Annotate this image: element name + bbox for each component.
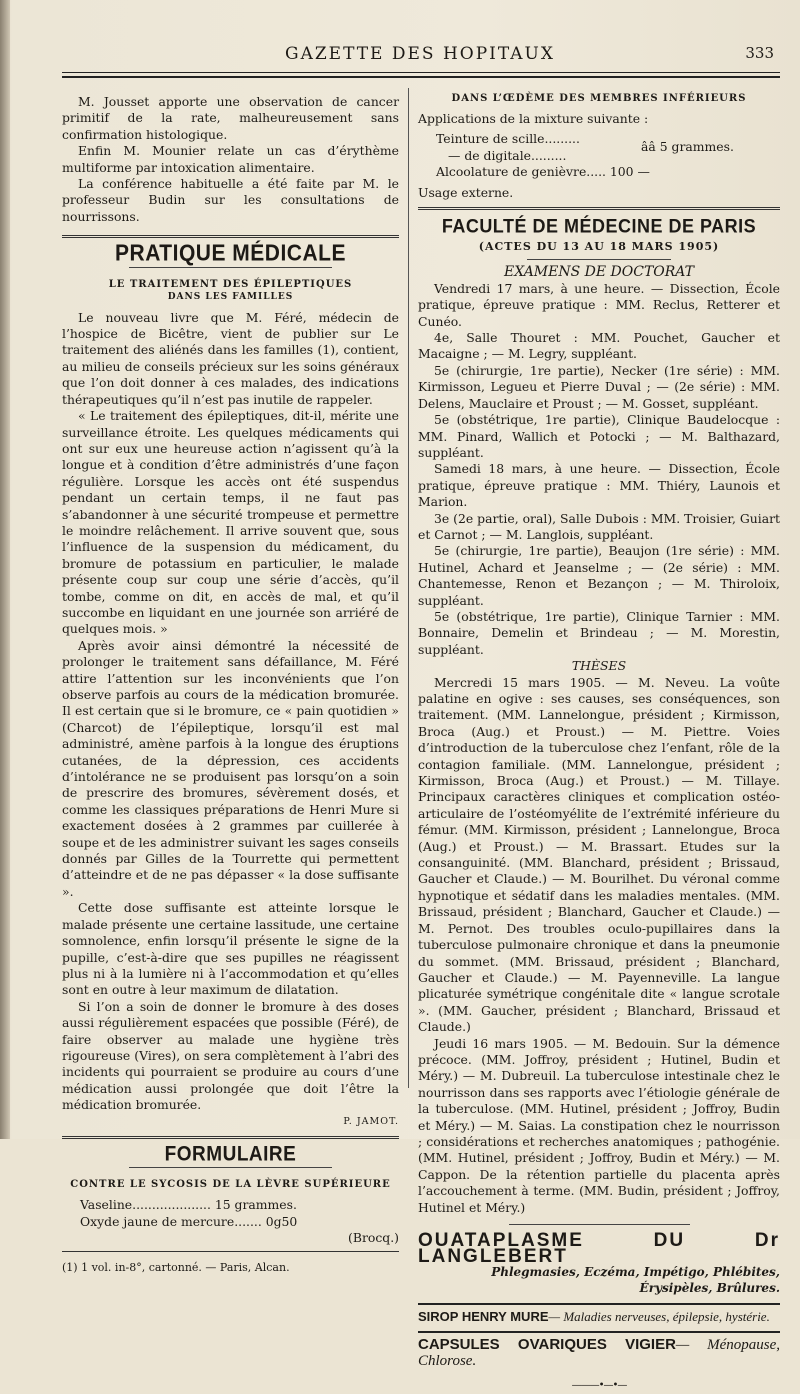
ad-text: — Maladies nerveuses, épilepsie, hystérie. xyxy=(548,1308,770,1324)
recipe-title: DANS L’ŒDÈME DES MEMBRES INFÉRIEURS xyxy=(451,93,747,104)
recipe-line: Alcoolature de genièvre..... 100 — xyxy=(436,164,650,180)
recipe xyxy=(436,131,780,180)
page-number: 333 xyxy=(745,44,774,62)
paragraph: Jeudi 16 mars 1905. — M. Bedouin. Sur la démence précoce. (MM. Joffroy, président ; Hutinel, Budin et Méry.) — M. Dubreuil. La tuberculose intestinale chez le nourrisson dans ses rapports avec l’étiologie générale de la tuberculose. (MM. Hutinel, président ; Joffroy, Budin et Méry.) — M. Saias. La constipation chez le nourrisson ; considérations et recherches anatomiques ; pathogénie. (MM. Hutinel, président ; Joffroy, Budin et Méry.) — M. Cappon. De la rétention partielle du placenta après l’accouchement à terme. (MM. Budin, président ; Joffroy, Hutinel et Méry.) xyxy=(418,1035,780,1215)
recipe-line: Vaseline.................... 15 grammes. xyxy=(80,1197,297,1213)
footnote: (1) 1 vol. in-8°, cartonné. — Paris, Alcan. xyxy=(62,1260,290,1274)
paragraph: 5e (obstétrique, 1re partie), Clinique Baudelocque : MM. Pinard, Wallich et Potocki ; — M. Balthazard, suppléant. xyxy=(418,412,780,460)
header-rule xyxy=(62,72,780,73)
ad-text: — Ménopause, Chlorose. xyxy=(418,1337,780,1370)
column-divider xyxy=(408,88,409,1088)
article-subtitle: DANS LES FAMILLES xyxy=(167,291,294,302)
recipe-line: Oxyde jaune de mercure....... 0g50 xyxy=(80,1213,298,1229)
subheading: EXAMENS DE DOCTORAT xyxy=(504,264,694,281)
paragraph: 3e (2e partie, oral), Salle Dubois : MM. Troisier, Guiart et Carnot ; — M. Langlois, suppléant. xyxy=(418,510,780,542)
left-column xyxy=(62,88,399,1276)
section-rule xyxy=(418,207,780,210)
paragraph: 5e (chirurgie, 1re partie), Necker (1re série) : MM. Kirmisson, Legueu et Pierre Duval ; — (2e série) : MM. Delens, Mauclaire et Proust ; — M. Gosset, suppléant. xyxy=(418,362,780,411)
short-rule xyxy=(129,1167,331,1168)
right-column xyxy=(418,88,780,1394)
ornament: ———•—•— xyxy=(571,1379,627,1391)
paragraph: 5e (chirurgie, 1re partie), Beaujon (1re série) : MM. Hutinel, Achard et Jeanselme ; — (2e série) : MM. Chantemesse, Renon et Bezançon ; — M. Thiroloix, suppléant. xyxy=(418,543,780,608)
author-signature: P. JAMOT. xyxy=(343,1115,399,1127)
recipe-dose: ââ 5 grammes. xyxy=(641,139,734,155)
recipe-line: Teinture de scille......... xyxy=(436,131,580,147)
paragraph: Usage externe. xyxy=(418,184,514,200)
advertisement-subtitle: Phlegmasies, Eczéma, Impétigo, Phlébites, Érysipèles, Brûlures. xyxy=(491,1264,780,1296)
recipe xyxy=(80,1197,399,1246)
paragraph: La conférence habituelle a été faite par M. le professeur Budin sur les consultations de nourrissons. xyxy=(62,176,399,224)
paragraph: Si l’on a soin de donner le bromure à des doses aussi régulièrement espacées que possible (Féré), de faire observer au malade une hygiène très rigoureuse (Vires), on sera complètement à l’abri des incidents qui pourraient se produire au cours d’une médication aussi prolongée que doit l’être la médication bromurée. xyxy=(62,998,399,1113)
advertisement-title: OUATAPLASME DU Dr LANGLEBERT xyxy=(418,1230,780,1268)
short-rule xyxy=(527,259,672,260)
paragraph: Samedi 18 mars, à une heure. — Dissection, École pratique, épreuve pratique : MM. Thiéry, Launois et Marion. xyxy=(418,461,780,510)
journal-title: GAZETTE DES HOPITAUX xyxy=(284,44,555,64)
paragraph: M. Jousset apporte une observation de cancer primitif de la rate, malheureusement sans confirmation histologique. xyxy=(62,94,399,142)
advertisement xyxy=(418,1331,780,1370)
paragraph: Vendredi 17 mars, à une heure. — Dissection, École pratique, épreuve pratique : MM. Reclus, Retterer et Cunéo. xyxy=(418,280,780,329)
article-title: LE TRAITEMENT DES ÉPILEPTIQUES xyxy=(108,278,353,290)
advertisement xyxy=(418,1303,780,1325)
ad-brand: SIROP HENRY MURE xyxy=(418,1308,549,1324)
section-rule xyxy=(62,235,399,238)
recipe-source: (Brocq.) xyxy=(348,1230,399,1246)
paragraph: Le nouveau livre que M. Féré, médecin de l’hospice de Bicêtre, vient de publier sur Le traitement des aliénés dans les familles (1), contient, au milieu de conseils précieux sur les soins généraux que l’on doit donner à ces malades, des indications thérapeutiques qu’il n’est pas inutile de rappeler. xyxy=(62,309,399,407)
subheading: THÈSES xyxy=(571,658,627,674)
section-heading: PRATIQUE MÉDICALE xyxy=(115,241,346,267)
paragraph: 5e (obstétrique, 1re partie), Clinique Tarnier : MM. Bonnaire, Demelin et Brindeau ; — M. Morestin, suppléant. xyxy=(418,608,780,657)
recipe-title: CONTRE LE SYCOSIS DE LA LÈVRE SUPÉRIEURE xyxy=(70,1179,391,1191)
short-rule xyxy=(509,1224,690,1225)
paragraph: Applications de la mixture suivante : xyxy=(418,111,649,126)
paragraph: Cette dose suffisante est atteinte lorsque le malade présente une certaine lassitude, une certaine somnolence, enfin lorsqu’il présente le signe de la pupille, c’est-à-dire que ses pupilles ne réagissent plus ni à la lumière ni à l’accommodation et qu’elles sont en outre à leur maximum de dilatation. xyxy=(62,900,399,998)
ad-brand: CAPSULES OVARIQUES VIGIER xyxy=(418,1336,676,1354)
paragraph: Mercredi 15 mars 1905. — M. Neveu. La voûte palatine en ogive : ses causes, ses conséquences, son traitement. (MM. Lannelongue, président ; Kirmisson, Broca (Aug.) et Proust.) — M. Piettre. Voies d’introduction de la tuberculose chez l’enfant, rôle de la contagion familiale. (MM. Lannelongue, président ; Kirmisson, Broca (Aug.) et Proust.) — M. Tillaye. Principaux caractères cliniques et complication ostéo-articulaire de l’ostéomyélite de l’extrémité inférieure du fémur. (MM. Kirmisson, président ; Lannelongue, Broca (Aug.) et Proust.) — M. Brassart. Etudes sur la consanguinité. (MM. Blanchard, président ; Brissaud, Gaucher et Claude.) — M. Bourilhet. Du véronal comme hypnotique et sédatif dans les maladies mentales. (MM. Brissaud, président ; Blanchard, Gaucher et Claude.) — M. Pernot. Des troubles oculo-pupillaires dans la tuberculose pulmonaire chronique et dans la pneumonie du sommet. (MM. Brissaud, président ; Blanchard, Gaucher et Claude.) — M. Payenneville. La langue plicaturée symétrique congénitale dite « langue scrotale ». (MM. Gaucher, président ; Blanchard, Brissaud et Claude.) xyxy=(418,674,780,1035)
paragraph: Après avoir ainsi démontré la nécessité de prolonger le traitement sans défaillance, M. Féré attire l’attention sur les inconvénients que l’on observe parfois au cours de la médication bromurée. Il est certain que si le bromure, ce « pain quotidien » (Charcot) de l’épileptique, lorsqu’il est mal administré, amène parfois à la longue des éruptions cutanées, de la dépression, ces accidents d’intolérance ne se produisent pas lorsqu’on a soin de prescrire des bromures, sévèrement dosés, et comme les classiques préparations de Henri Mure si exactement dosées à 2 grammes par cuillerée à soupe et de les administrer suivant les sages conseils donnés par Gilles de la Tourrette qui permettent d’atteindre et de ne pas dépasser « la dose suffisante ». xyxy=(62,637,399,899)
paragraph: « Le traitement des épileptiques, dit-il, mérite une surveillance étroite. Les quelques médicaments qui ont sur eux une heureuse action n’agissent qu’à la longue et à condition d’être administrés d’une façon régulière. Lorsque les accès ont été suspendus pendant un certain temps, il ne faut pas s’abandonner à une sécurité trompeuse et permettre le moindre relâchement. Il arrive souvent que, sous l’influence de la suspension du médicament, du bromure de potassium en particulier, le malade présente coup sur coup une série d’accès, qu’il tombe, comme on dit, en accès de mal, et qu’il succombe en liquidant en une journée son arriéré de quelques mois. » xyxy=(62,408,399,637)
paragraph: Enfin M. Mounier relate un cas d’érythème multiforme par intoxication alimentaire. xyxy=(62,143,399,175)
footnote-rule xyxy=(62,1251,399,1252)
section-heading: FACULTÉ DE MÉDECINE DE PARIS xyxy=(441,215,757,238)
header-rule-double xyxy=(62,76,780,78)
short-rule xyxy=(129,267,331,268)
page-spine xyxy=(0,0,10,1139)
section-subheading: (ACTES DU 13 AU 18 MARS 1905) xyxy=(478,240,720,254)
section-heading: FORMULAIRE xyxy=(164,1142,297,1166)
page-header xyxy=(60,44,780,66)
paragraph: 4e, Salle Thouret : MM. Pouchet, Gaucher et Macaigne ; — M. Legry, suppléant. xyxy=(418,330,780,362)
recipe-line: — de digitale......... xyxy=(448,147,567,163)
